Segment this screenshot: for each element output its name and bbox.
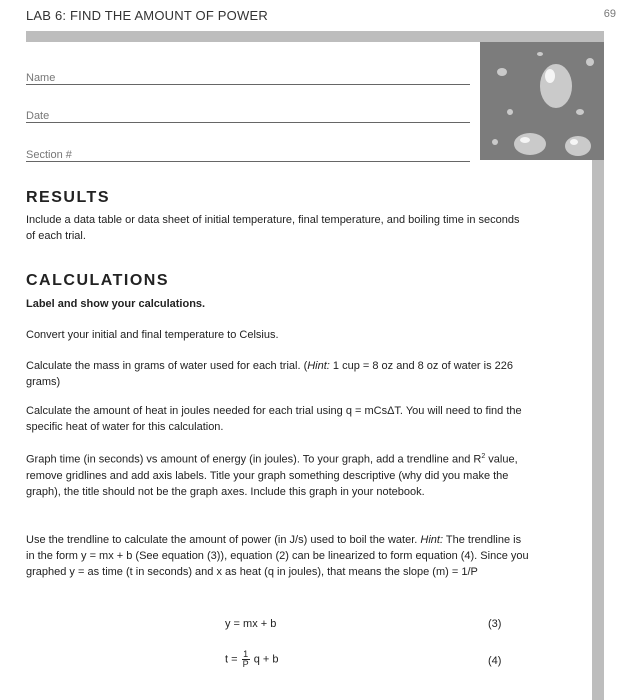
calculations-subheading: Label and show your calculations. (26, 298, 206, 310)
bubbles-illustration (480, 42, 604, 160)
mass-hint: Hint: (307, 360, 330, 372)
date-field[interactable] (26, 106, 470, 123)
results-text: Include a data table or data sheet of initial temperature, final temperature, and boiling time in seconds of each trial. (26, 214, 520, 242)
trendline-text-b: The trendline is in the form y = mx + b (See equation (3)), equation (2) can be linearized to form equation (4). Since you graphed y = as time (t in seconds) and x as heat (q in joules), that means the slope (m) = 1/P (26, 534, 529, 578)
equation-4-fraction (242, 650, 250, 669)
equation-4 (225, 650, 278, 669)
name-label: Name (26, 72, 56, 84)
mass-text-rest: 1 cup = 8 oz and 8 oz of water is 226 grams) (26, 360, 514, 388)
equation-4-label: (4) (488, 655, 502, 667)
section-label: Section # (26, 149, 72, 161)
name-field[interactable] (26, 68, 470, 85)
side-bar (592, 160, 604, 700)
mass-text: Calculate the mass in grams of water used for each trial. ( (26, 360, 308, 372)
equation-4-numerator: 1 (243, 649, 249, 659)
paragraph-mass (26, 358, 531, 390)
graph-text-b: value, remove gridlines and add axis labels. Title your graph something descriptive (why did you make the graph), the title should not be the graph axes. Include this graph in your notebook. (26, 453, 518, 498)
paragraph-heat: Calculate the amount of heat in joules needed for each trial using q = mCsΔT. You will need to find the specific heat of water for this calculation. (26, 405, 522, 433)
calculations-heading: CALCULATIONS (26, 272, 170, 289)
paragraph-trendline (26, 532, 531, 580)
trendline-hint: Hint: (420, 534, 444, 546)
page-number: 69 (603, 8, 616, 20)
water-bubbles-photo (480, 42, 604, 160)
paragraph-convert-temperature: Convert your initial and final temperature to Celsius. (26, 329, 279, 341)
equation-4-right: q + b (253, 653, 279, 666)
trendline-text-a: Use the trendline to calculate the amount of power (in J/s) used to boil the water. (26, 534, 421, 546)
equation-3-label: (3) (488, 618, 502, 630)
equation-4-left: t = (225, 653, 238, 666)
header-band (26, 31, 604, 42)
equation-4-denominator: P (242, 659, 249, 669)
graph-superscript: 2 (481, 453, 486, 460)
results-heading: RESULTS (26, 189, 110, 206)
equation-3: y = mx + b (225, 618, 277, 630)
graph-text-a: Graph time (in seconds) vs amount of energy (in joules). To your graph, add a trendline and R (26, 453, 482, 466)
date-label: Date (26, 110, 50, 122)
paragraph-graph (26, 449, 531, 500)
section-field[interactable] (26, 145, 470, 162)
page-header-title: LAB 6: FIND THE AMOUNT OF POWER (26, 8, 268, 23)
